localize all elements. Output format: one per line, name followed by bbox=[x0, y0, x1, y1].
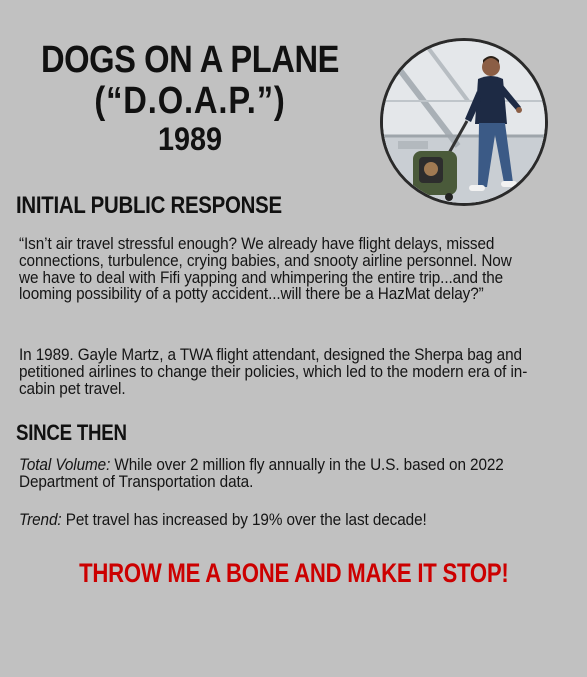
total-volume-text: While over 2 million fly annually in the U.S. based on 2022 Department of Transportation data. bbox=[19, 455, 504, 491]
title-line-2: (“D.O.A.P.”) bbox=[94, 80, 286, 122]
total-volume-label: Total Volume: bbox=[19, 455, 111, 474]
call-to-action-text: THROW ME A BONE AND MAKE IT STOP! bbox=[78, 558, 509, 588]
since-then-heading: SINCE THEN bbox=[16, 420, 127, 445]
history-paragraph: In 1989. Gayle Martz, a TWA flight attendant, designed the Sherpa bag and petitioned airlines to change their policies, which led to the modern era of in-cabin pet travel. bbox=[19, 345, 528, 398]
traveler-photo bbox=[380, 38, 548, 206]
initial-response-heading: INITIAL PUBLIC RESPONSE bbox=[16, 192, 282, 219]
traveler-with-pet-carrier-photo bbox=[383, 41, 545, 203]
trend-text: Pet travel has increased by 19% over the last decade! bbox=[61, 510, 427, 529]
title-line-1: DOGS ON A PLANE bbox=[41, 39, 339, 81]
page-title bbox=[10, 40, 370, 156]
public-quote: “Isn’t air travel stressful enough? We already have flight delays, missed connections, turbulence, crying babies, and snooty airline personnel. Now we have to deal with Fifi yapping and whimpering the entire trip...and the looming possibility of a potty accident...will there be a HazMat delay?” bbox=[19, 234, 512, 304]
trend-paragraph bbox=[19, 512, 532, 529]
total-volume-paragraph bbox=[19, 457, 532, 491]
title-year: 1989 bbox=[157, 121, 223, 157]
call-to-action bbox=[0, 558, 587, 589]
trend-label: Trend: bbox=[19, 510, 62, 529]
